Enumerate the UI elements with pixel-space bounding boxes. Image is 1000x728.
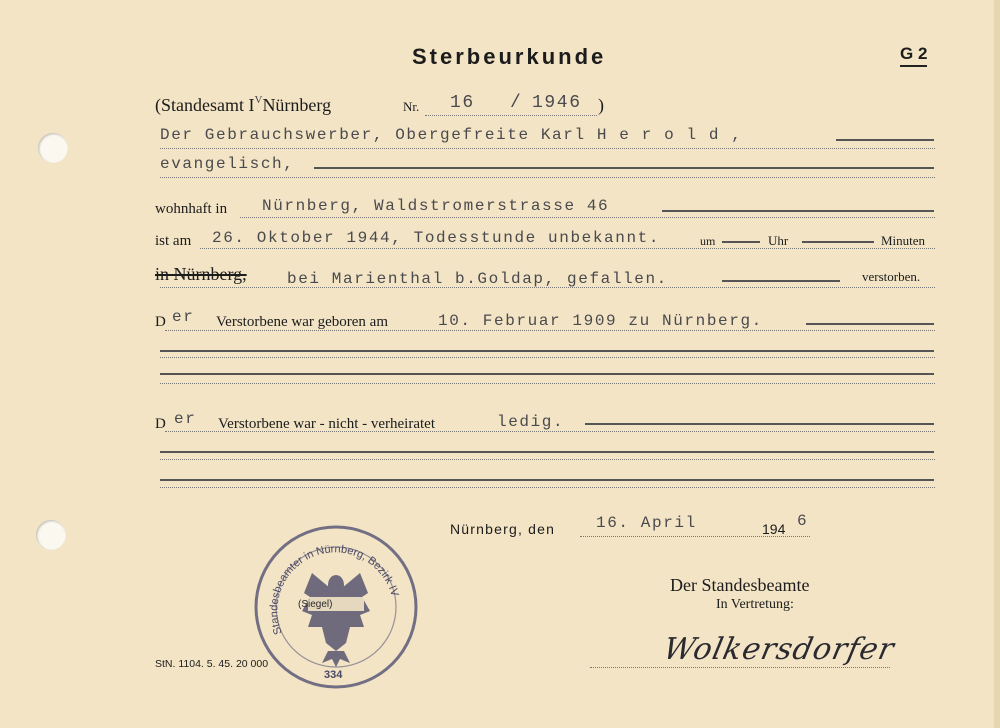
- nr-year: 1946: [532, 93, 582, 113]
- nr-value: 16: [450, 93, 475, 113]
- birth-value: 10. Februar 1909 zu Nürnberg.: [438, 312, 763, 330]
- marital-value: ledig.: [497, 413, 565, 431]
- birth-article: er: [172, 308, 195, 326]
- punch-hole-top: [38, 133, 68, 163]
- death-date-rule: [200, 248, 935, 249]
- residence-rule: [240, 217, 935, 218]
- birth-label: Verstorbene war geboren am: [216, 314, 389, 330]
- birth-rule: [165, 330, 935, 331]
- official-seal: [252, 523, 420, 691]
- residence-label: wohnhaft in: [155, 201, 228, 217]
- office-prefix: (Standesamt I: [155, 95, 255, 115]
- fill-dash-5: [802, 241, 874, 243]
- marital-rule: [165, 431, 935, 432]
- death-date-label: ist am: [155, 233, 192, 249]
- registry-office: [155, 95, 331, 116]
- official-subtitle: In Vertretung:: [716, 597, 794, 612]
- issuance-year-prefix: 194: [762, 521, 786, 537]
- issuance-place: Nürnberg, den: [450, 521, 556, 537]
- seal-number: 334: [324, 669, 343, 681]
- fill-dash-8: [160, 350, 934, 352]
- fill-dash-2: [314, 167, 934, 169]
- fill-dash-12: [160, 479, 934, 481]
- issuance-year-suffix: 6: [797, 512, 809, 530]
- person-rule-1: [160, 148, 935, 149]
- blank-rule-1: [160, 357, 935, 358]
- blank-rule-4: [160, 487, 935, 488]
- fill-dash-10: [585, 423, 934, 425]
- death-date-value: 26. Oktober 1944, Todesstunde unbekannt.: [212, 229, 661, 247]
- death-place-struck: in Nürnberg,: [155, 264, 247, 284]
- fill-dash-7: [806, 323, 934, 325]
- close-paren: ): [598, 95, 604, 115]
- marital-label: Verstorbene war - nicht - verheiratet: [218, 416, 435, 432]
- official-signature: Wolkersdorfer: [660, 632, 898, 667]
- fill-dash-1: [836, 139, 934, 141]
- minuten-label: Minuten: [881, 233, 926, 248]
- marital-article: er: [174, 410, 197, 428]
- verstorben-label: verstorben.: [862, 269, 921, 284]
- office-city: Nürnberg: [262, 95, 332, 115]
- marital-d-prefix: D: [155, 416, 166, 432]
- death-place-value: bei Marienthal b.Goldap, gefallen.: [287, 270, 668, 288]
- seal-graphic: [252, 523, 420, 691]
- seal-label: (Siegel): [298, 599, 333, 610]
- seal-ring-text: Standesbeamter in Nürnberg, Bezirk IV: [268, 543, 401, 637]
- print-code: StN. 1104. 5. 45. 20 000: [155, 658, 269, 670]
- person-line-1: Der Gebrauchswerber, Obergefreite Karl H e r o l d ,: [160, 126, 743, 144]
- person-rule-2: [160, 177, 935, 178]
- um-label: um: [700, 234, 716, 248]
- fill-dash-6: [722, 280, 840, 282]
- issuance-rule: [580, 536, 810, 537]
- page-edge: [994, 0, 1000, 728]
- fill-dash-9: [160, 373, 934, 375]
- fill-dash-4: [722, 241, 760, 243]
- document-title: Sterbeurkunde: [412, 44, 607, 69]
- nr-label: Nr.: [403, 99, 420, 114]
- office-numeral: V: [254, 94, 263, 106]
- official-title: Der Standesbeamte: [670, 575, 810, 595]
- blank-rule-3: [160, 459, 935, 460]
- uhr-label: Uhr: [768, 233, 789, 248]
- nr-separator: /: [510, 93, 523, 113]
- residence-value: Nürnberg, Waldstromerstrasse 46: [262, 197, 610, 215]
- punch-hole-bottom: [36, 520, 66, 550]
- form-code: G 2: [900, 44, 927, 67]
- eagle-icon: [302, 573, 370, 667]
- blank-rule-2: [160, 383, 935, 384]
- fill-dash-3: [662, 210, 934, 212]
- birth-d-prefix: D: [155, 314, 166, 330]
- death-place-rule: [160, 287, 935, 288]
- person-line-2: evangelisch,: [160, 155, 295, 173]
- fill-dash-11: [160, 451, 934, 453]
- issuance-day-month: 16. April: [596, 514, 697, 532]
- nr-line: [425, 115, 597, 116]
- signature-rule: [590, 667, 890, 668]
